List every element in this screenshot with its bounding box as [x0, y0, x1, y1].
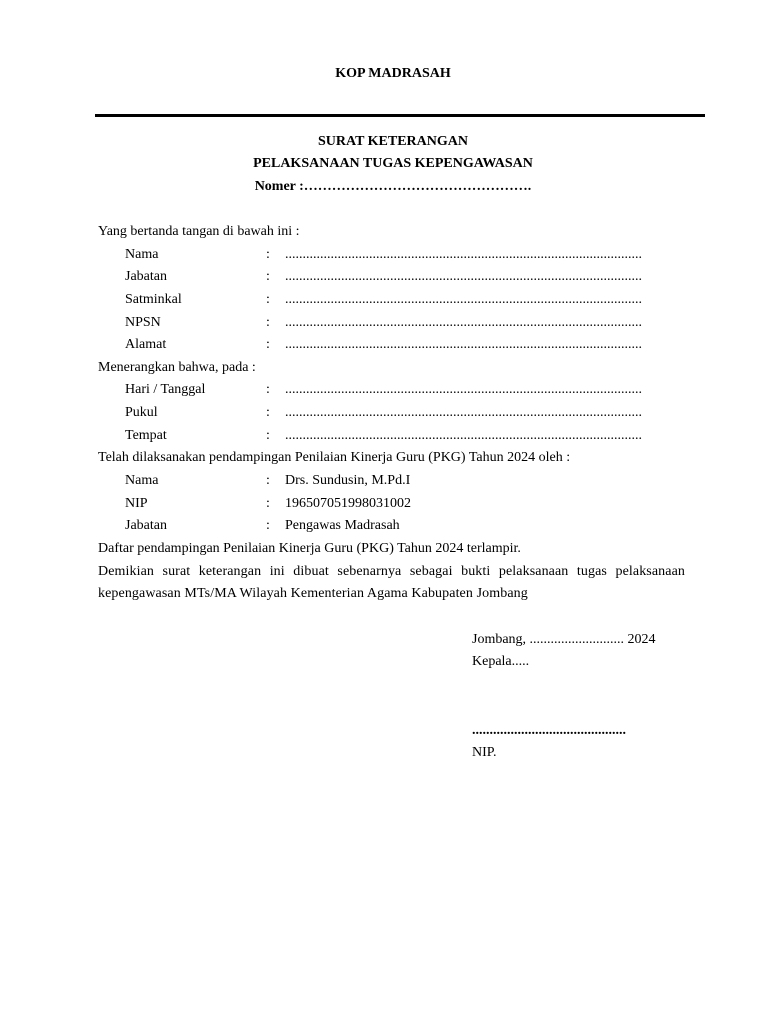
field-label: Pukul [125, 405, 158, 420]
field-label: Alamat [125, 337, 167, 352]
field-row-pengawas-nama [0, 473, 768, 493]
field-value: ...................................................................................................... [285, 315, 642, 330]
field-row-pengawas-jabatan [0, 518, 768, 538]
field-row-satminkal [0, 292, 768, 312]
signature-role: Kepala..... [472, 654, 530, 669]
field-value: Drs. Sundusin, M.Pd.I [285, 473, 411, 488]
field-row-alamat [0, 337, 768, 357]
field-row-tempat [0, 428, 768, 448]
field-row-pukul [0, 405, 768, 425]
document-subtitle: PELAKSANAAN TUGAS KEPENGAWASAN [253, 156, 533, 171]
closing-paragraph-line2: kepengawasan MTs/MA Wilayah Kementerian Agama Kabupaten Jombang [98, 586, 528, 601]
field-colon: : [266, 428, 270, 443]
field-colon: : [266, 382, 270, 397]
field-colon: : [266, 473, 270, 488]
signature-name-line: ............................................ [472, 723, 626, 738]
field-label: Nama [125, 247, 159, 262]
field-value: ...................................................................................................... [285, 292, 642, 307]
section1-intro: Yang bertanda tangan di bawah ini : [98, 224, 300, 239]
field-row-nama [0, 247, 768, 267]
field-colon: : [266, 292, 270, 307]
field-label: Satminkal [125, 292, 182, 307]
field-value: 196507051998031002 [285, 496, 411, 511]
field-colon: : [266, 269, 270, 284]
section3-intro: Telah dilaksanakan pendampingan Penilaian Kinerja Guru (PKG) Tahun 2024 oleh : [98, 450, 571, 465]
field-label: NIP [125, 496, 148, 511]
field-colon: : [266, 247, 270, 262]
field-row-jabatan [0, 269, 768, 289]
field-label: Hari / Tanggal [125, 382, 206, 397]
field-value: Pengawas Madrasah [285, 518, 400, 533]
field-value: ...................................................................................................... [285, 382, 642, 397]
signature-nip: NIP. [472, 745, 497, 760]
field-colon: : [266, 315, 270, 330]
field-value: ...................................................................................................... [285, 269, 642, 284]
signature-place-date: Jombang, ........................... 2024 [472, 632, 656, 647]
field-value: ...................................................................................................... [285, 428, 642, 443]
field-value: ...................................................................................................... [285, 247, 642, 262]
field-colon: : [266, 518, 270, 533]
field-label: Jabatan [125, 269, 167, 284]
field-colon: : [266, 337, 270, 352]
field-value: ...................................................................................................... [285, 337, 642, 352]
document-number: Nomer :…………………………………………. [254, 179, 532, 194]
field-value: ...................................................................................................... [285, 405, 642, 420]
field-row-pengawas-nip [0, 496, 768, 516]
field-colon: : [266, 496, 270, 511]
letterhead-title: KOP MADRASAH [335, 66, 451, 81]
field-label: Jabatan [125, 518, 167, 533]
document-title: SURAT KETERANGAN [317, 134, 468, 149]
section2-intro: Menerangkan bahwa, pada : [98, 360, 256, 375]
attachment-note: Daftar pendampingan Penilaian Kinerja Guru (PKG) Tahun 2024 terlampir. [98, 541, 521, 556]
field-row-npsn [0, 315, 768, 335]
closing-paragraph-line1: Demikian surat keterangan ini dibuat sebenarnya sebagai bukti pelaksanaan tugas pelaksanaan [98, 564, 685, 579]
field-label: Tempat [125, 428, 167, 443]
field-label: NPSN [125, 315, 161, 330]
field-row-hari-tanggal [0, 382, 768, 402]
field-colon: : [266, 405, 270, 420]
header-divider [95, 114, 705, 117]
field-label: Nama [125, 473, 159, 488]
